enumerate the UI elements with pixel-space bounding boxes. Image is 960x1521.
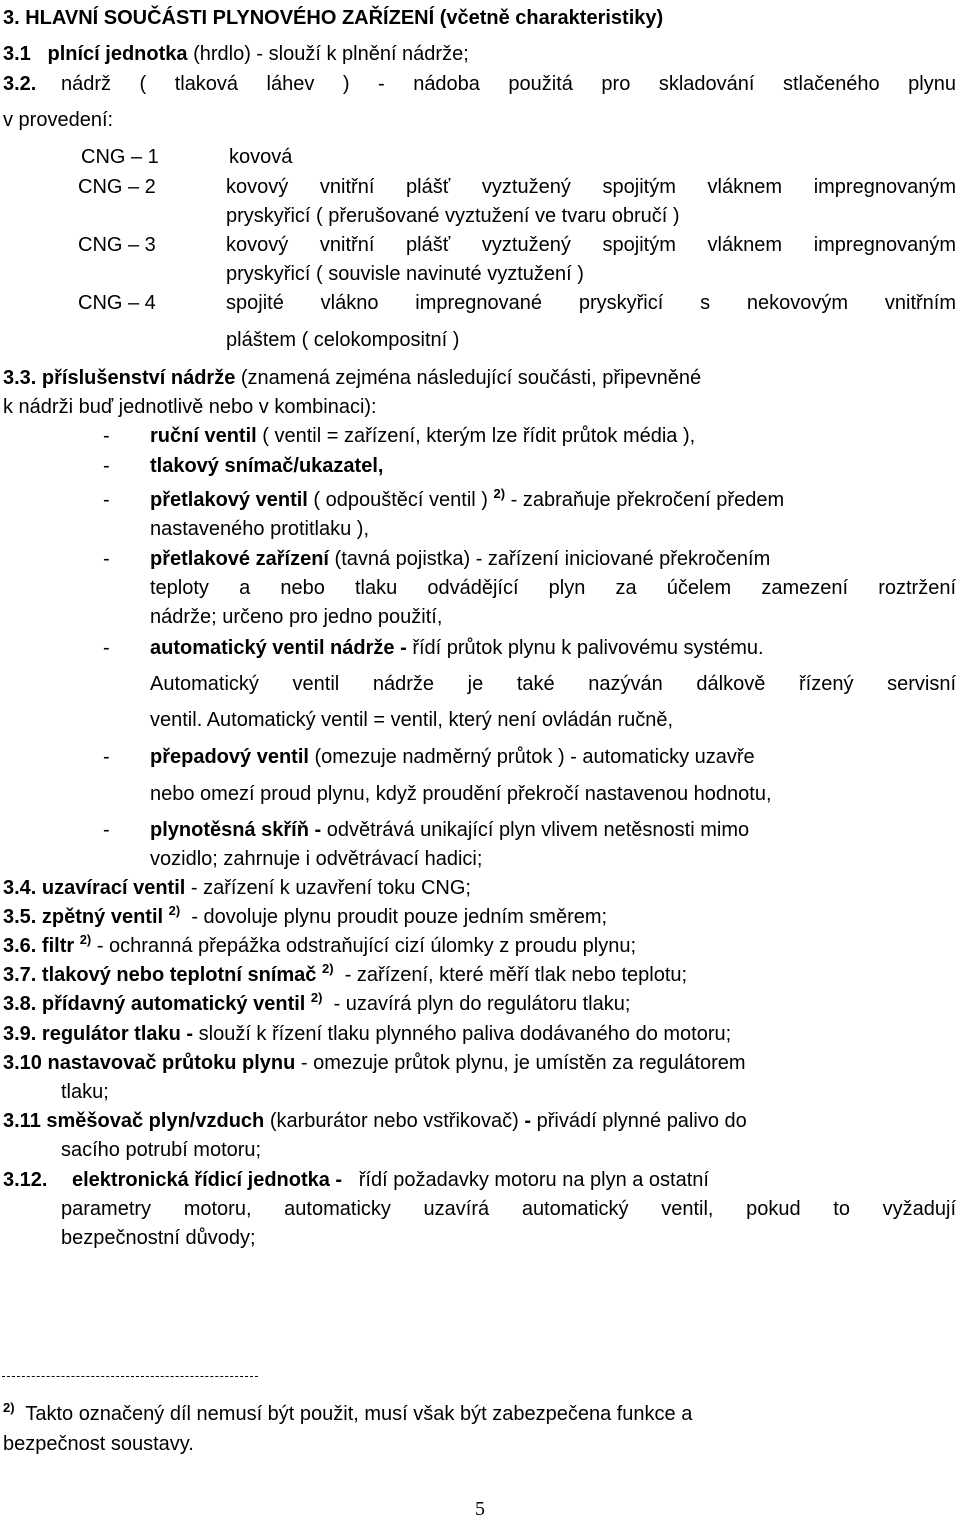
item-overpressure-valve-line1: přetlakový ventil ( odpouštěcí ventil ) $^{2)}$ - zabraňuje překročení předem [150, 486, 785, 511]
section-3-12-line1: elektronická řídicí jednotka - řídí požadavky motoru na plyn a ostatní [72, 1169, 709, 1191]
item-overflow-valve-line1: přepadový ventil (omezuje nadměrný průtok ) - automaticky uzavře [150, 746, 755, 768]
cng-3-desc-line2: pryskyřicí ( souvisle navinuté vyztužení ) [226, 263, 584, 285]
section-3-10-line2: tlaku; [61, 1081, 109, 1103]
section-3-5: 3.5. zpětný ventil $^{2)}$ - dovoluje plynu proudit pouze jedním směrem; [3, 903, 608, 928]
section-3-7: 3.7. tlakový nebo teplotní snímač $^{2)}$ - zařízení, které měří tlak nebo teplotu; [3, 961, 688, 986]
cng-1-label: CNG – 1 [81, 146, 159, 168]
item-auto-valve-line1: automatický ventil nádrže - řídí průtok plynu k palivovému systému. [150, 637, 764, 659]
item-overpressure-device-line2: teploty a nebo tlaku odvádějící plyn za účelem zamezení roztržení [150, 577, 956, 599]
item-dash: - [103, 819, 110, 841]
item-dash: - [103, 548, 110, 570]
page-number: 5 [475, 1498, 485, 1520]
cng-3-label: CNG – 3 [78, 234, 156, 256]
section-3-11-line1: 3.11 směšovač plyn/vzduch (karburátor nebo vstřikovač) - přivádí plynné palivo do [3, 1110, 747, 1132]
cng-2-desc-line2: pryskyřicí ( přerušované vyztužení ve tvaru obručí ) [226, 205, 680, 227]
cng-2-desc-line1: kovový vnitřní plášť vyztužený spojitým vláknem impregnovaným [226, 176, 956, 198]
section-3-2-line1: nádrž ( tlaková láhev ) - nádoba použitá pro skladování stlačeného plynu [61, 73, 956, 95]
item-manual-valve: ruční ventil ( ventil = zařízení, kterým lze řídit průtok média ), [150, 425, 696, 447]
item-auto-valve-line3: ventil. Automatický ventil = ventil, který není ovládán ručně, [150, 709, 674, 731]
section-3-9: 3.9. regulátor tlaku - slouží k řízení tlaku plynného paliva dodávaného do motoru; [3, 1023, 732, 1045]
section-3-3-line2: k nádrži buď jednotlivě nebo v kombinaci): [3, 396, 377, 418]
section-3-1: 3.1 plnící jednotka (hrdlo) - slouží k plnění nádrže; [3, 43, 469, 65]
item-dash: - [103, 746, 110, 768]
footnote-line2: bezpečnost soustavy. [3, 1433, 194, 1455]
cng-1-desc: kovová [229, 146, 293, 168]
item-auto-valve-line2: Automatický ventil nádrže je také nazýván dálkově řízený servisní [150, 673, 956, 695]
section-3-11-line2: sacího potrubí motoru; [61, 1139, 262, 1161]
section-3-4: 3.4. uzavírací ventil - zařízení k uzavření toku CNG; [3, 877, 471, 899]
item-gastight-box-line1: plynotěsná skříň - odvětrává unikající plyn vlivem netěsnosti mimo [150, 819, 750, 841]
section-3-12-line2: parametry motoru, automaticky uzavírá automatický ventil, pokud to vyžadují [61, 1198, 956, 1220]
item-overpressure-device-line3: nádrže; určeno pro jedno použití, [150, 606, 443, 628]
item-gastight-box-line2: vozidlo; zahrnuje i odvětrávací hadici; [150, 848, 483, 870]
footnote-line1: $^{2)}$ Takto označený díl nemusí být použit, musí však být zabezpečena funkce a [3, 1400, 693, 1425]
item-overpressure-device-line1: přetlakové zařízení (tavná pojistka) - zařízení iniciované překročením [150, 548, 771, 570]
item-dash: - [103, 489, 110, 511]
cng-2-label: CNG – 2 [78, 176, 156, 198]
section-3-8: 3.8. přídavný automatický ventil $^{2)}$ - uzavírá plyn do regulátoru tlaku; [3, 990, 631, 1015]
item-dash: - [103, 637, 110, 659]
cng-3-desc-line1: kovový vnitřní plášť vyztužený spojitým vláknem impregnovaným [226, 234, 956, 256]
cng-4-desc-line1: spojité vlákno impregnované pryskyřicí s nekovovým vnitřním [226, 292, 956, 314]
section-heading: 3. HLAVNÍ SOUČÁSTI PLYNOVÉHO ZAŘÍZENÍ (včetně charakteristiky) [3, 7, 664, 29]
section-3-12-line3: bezpečnostní důvody; [61, 1227, 256, 1249]
footnote-rule [2, 1376, 258, 1377]
section-3-10-line1: 3.10 nastavovač průtoku plynu - omezuje průtok plynu, je umístěn za regulátorem [3, 1052, 746, 1074]
item-overflow-valve-line2: nebo omezí proud plynu, když proudění překročí nastavenou hodnotu, [150, 783, 772, 805]
section-3-2-line2: v provedení: [3, 109, 114, 131]
item-overpressure-valve-line2: nastaveného protitlaku ), [150, 518, 370, 540]
cng-4-label: CNG – 4 [78, 292, 156, 314]
section-3-6: 3.6. filtr $^{2)}$ - ochranná přepážka odstraňující cizí úlomky z proudu plynu; [3, 932, 636, 957]
item-dash: - [103, 425, 110, 447]
section-3-12-num: 3.12. [3, 1169, 48, 1191]
cng-4-desc-line2: pláštem ( celokompositní ) [226, 329, 460, 351]
section-3-3-line1: 3.3. příslušenství nádrže (znamená zejména následující součásti, připevněné [3, 367, 702, 389]
item-dash: - [103, 455, 110, 477]
item-pressure-sensor: tlakový snímač/ukazatel, [150, 455, 384, 477]
section-3-2-num: 3.2. [3, 73, 37, 95]
